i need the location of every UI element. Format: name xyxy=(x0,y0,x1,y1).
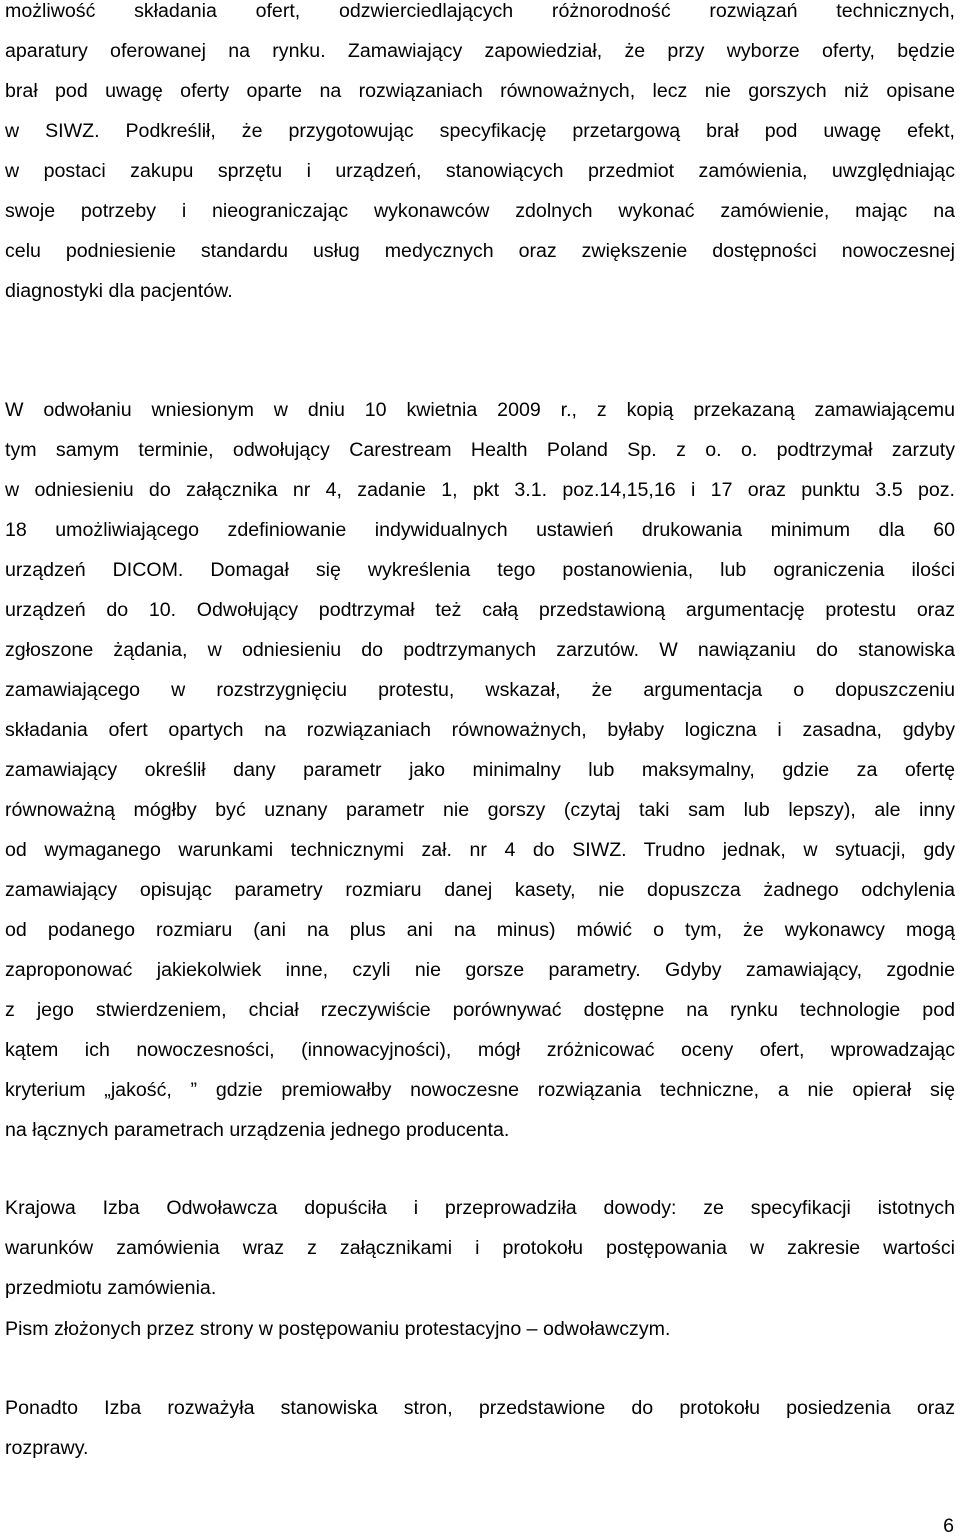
text-line: kryterium „jakość, ” gdzie premiowałby nowoczesne rozwiązania techniczne, a nie opierał się xyxy=(5,1079,955,1101)
text-line: od podanego rozmiaru (ani na plus ani na minus) mówić o tym, że wykonawcy mogą xyxy=(5,919,955,941)
text-line: aparatury oferowanej na rynku. Zamawiający zapowiedział, że przy wyborze oferty, będzie xyxy=(5,40,955,62)
text-line: możliwość składania ofert, odzwierciedlających różnorodność rozwiązań technicznych, xyxy=(5,0,955,22)
paragraph-evidence xyxy=(5,1188,955,1308)
text-line: W odwołaniu wniesionym w dniu 10 kwietnia 2009 r., z kopią przekazaną zamawiającemu xyxy=(5,399,955,421)
text-line: w odniesieniu do załącznika nr 4, zadanie 1, pkt 3.1. poz.14,15,16 i 17 oraz punktu 3.5 poz. xyxy=(5,479,955,501)
text-line: tym samym terminie, odwołujący Carestream Health Poland Sp. z o. o. podtrzymał zarzuty xyxy=(5,439,955,461)
text-line: z jego stwierdzeniem, chciał rzeczywiście porównywać dostępne na rynku technologie pod xyxy=(5,999,955,1021)
text-line: diagnostyki dla pacjentów. xyxy=(5,280,233,302)
text-line: Pism złożonych przez strony w postępowaniu protestacyjno – odwoławczym. xyxy=(5,1318,671,1340)
text-line: Ponadto Izba rozważyła stanowiska stron, przedstawione do protokołu posiedzenia oraz xyxy=(5,1397,955,1419)
text-line: swoje potrzeby i nieograniczając wykonawców zdolnych wykonać zamówienie, mając na xyxy=(5,200,955,222)
text-line: zamawiający opisując parametry rozmiaru danej kasety, nie dopuszcza żadnego odchylenia xyxy=(5,879,955,901)
paragraph-submissions xyxy=(5,1309,955,1349)
text-line: brał pod uwagę oferty oparte na rozwiązaniach równoważnych, lecz nie gorszych niż opisane xyxy=(5,80,955,102)
text-line: zamawiający określił dany parametr jako minimalny lub maksymalny, gdzie za ofertę xyxy=(5,759,955,781)
paragraph-positions xyxy=(5,1388,955,1468)
text-line: składania ofert opartych na rozwiązaniach równoważnych, byłaby logiczna i zasadna, gdyby xyxy=(5,719,955,741)
text-line: zaproponować jakiekolwiek inne, czyli nie gorsze parametry. Gdyby zamawiający, zgodnie xyxy=(5,959,955,981)
paragraph-appeal xyxy=(5,390,955,1150)
text-line: Krajowa Izba Odwoławcza dopuściła i przeprowadziła dowody: ze specyfikacji istotnych xyxy=(5,1197,955,1219)
text-line: celu podniesienie standardu usług medycznych oraz zwiększenie dostępności nowoczesnej xyxy=(5,240,955,262)
text-line: 18 umożliwiającego zdefiniowanie indywidualnych ustawień drukowania minimum dla 60 xyxy=(5,519,955,541)
text-line: od wymaganego warunkami technicznymi zał. nr 4 do SIWZ. Trudno jednak, w sytuacji, gdy xyxy=(5,839,955,861)
text-line: równoważną mógłby być uznany parametr nie gorszy (czytaj taki sam lub lepszy), ale inny xyxy=(5,799,955,821)
text-line: przedmiotu zamówienia. xyxy=(5,1277,217,1299)
paragraph-bidders-offers xyxy=(5,0,955,311)
text-line: w postaci zakupu sprzętu i urządzeń, stanowiących przedmiot zamówienia, uwzględniając xyxy=(5,160,955,182)
text-line: na łącznych parametrach urządzenia jednego producenta. xyxy=(5,1119,510,1141)
text-line: urządzeń do 10. Odwołujący podtrzymał też całą przedstawioną argumentację protestu oraz xyxy=(5,599,955,621)
text-line: zamawiającego w rozstrzygnięciu protestu, wskazał, że argumentacja o dopuszczeniu xyxy=(5,679,955,701)
text-line: warunków zamówienia wraz z załącznikami i protokołu postępowania w zakresie wartości xyxy=(5,1237,955,1259)
text-line: urządzeń DICOM. Domagał się wykreślenia tego postanowienia, lub ograniczenia ilości xyxy=(5,559,955,581)
text-line: zgłoszone żądania, w odniesieniu do podtrzymanych zarzutów. W nawiązaniu do stanowiska xyxy=(5,639,955,661)
text-line: kątem ich nowoczesności, (innowacyjności), mógł zróżnicować oceny ofert, wprowadzając xyxy=(5,1039,955,1061)
page-number: 6 xyxy=(943,1515,954,1537)
text-line: w SIWZ. Podkreślił, że przygotowując specyfikację przetargową brał pod uwagę efekt, xyxy=(5,120,955,142)
text-line: rozprawy. xyxy=(5,1437,89,1459)
